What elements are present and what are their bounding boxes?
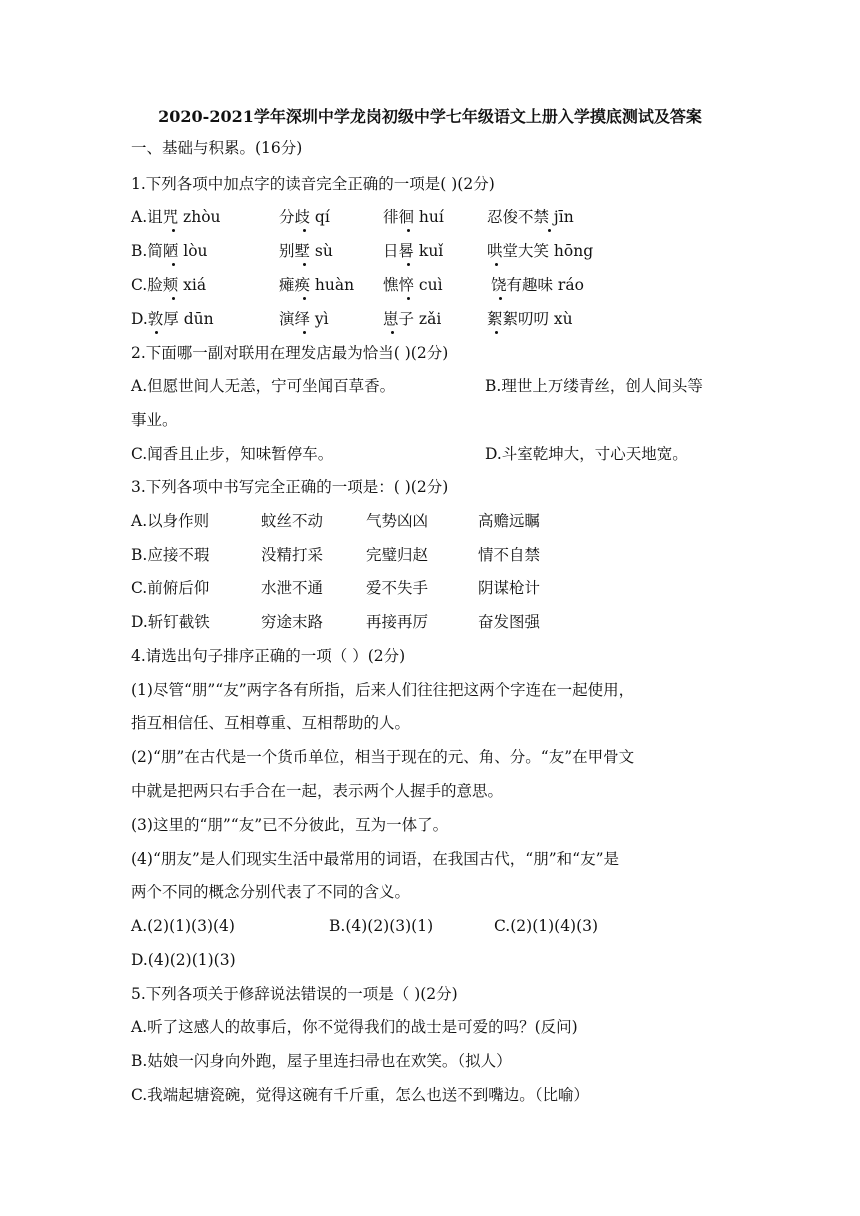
emphasis-dot [155, 331, 158, 334]
emphasis-dot [303, 263, 306, 266]
q4-sentence-line: (2)“朋”在古代是一个货币单位，相当于现在的元、角、分。“友”在甲骨文 [131, 748, 635, 766]
q3-c-word-2: 水泄不通 [261, 579, 324, 597]
q1-option-b: B.简陋 lòu [131, 242, 208, 260]
q3-b-word-4: 情不自禁 [478, 546, 541, 564]
q2-option-d: D.斗室乾坤大，寸心天地宽。 [485, 445, 688, 463]
q1-d-word-4: 絮絮叨叨 xù [487, 310, 573, 328]
emphasis-dot [172, 263, 175, 266]
q4-option-d: D.(4)(2)(1)(3) [131, 951, 236, 969]
q1-c-word-2: 瘫痪 huàn [279, 276, 355, 294]
page-title: 2020-2021学年深圳中学龙岗初级中学七年级语文上册入学摸底测试及答案 [158, 107, 702, 126]
q3-option-a: A.以身作则 [131, 512, 210, 530]
q1-b-word-3: 日晷 kuǐ [383, 242, 444, 260]
emphasis-dot [548, 229, 551, 232]
q3-a-word-3: 气势凶凶 [366, 512, 429, 530]
q4-option-a: A.(2)(1)(3)(4) [131, 917, 235, 935]
q3-option-c: C.前俯后仰 [131, 579, 210, 597]
q5-option-c: C.我端起塘瓷碗，觉得这碗有千斤重，怎么也送不到嘴边。（比喻） [131, 1086, 589, 1104]
q1-c-word-3: 憔悴 cuì [383, 276, 443, 294]
emphasis-dot [407, 263, 410, 266]
emphasis-dot [407, 229, 410, 232]
q1-option-c: C.脸颊 xiá [131, 276, 207, 294]
question-3-stem: 3.下列各项中书写完全正确的一项是：( )(2分) [131, 478, 449, 496]
q1-option-a: A.诅咒 zhòu [131, 208, 221, 226]
emphasis-dot [172, 297, 175, 300]
q3-b-word-2: 没精打采 [261, 546, 324, 564]
q3-a-word-4: 高赡远瞩 [478, 512, 541, 530]
q3-option-d: D.斩钉截铁 [131, 613, 210, 631]
q3-d-word-3: 再接再厉 [366, 613, 429, 631]
emphasis-dot [303, 229, 306, 232]
q4-sentence-line: (1)尽管“朋”“友”两字各有所指，后来人们往往把这两个字连在一起使用， [131, 681, 635, 699]
q1-c-word-4: 饶有趣味 ráo [491, 276, 584, 294]
emphasis-dot [172, 229, 175, 232]
q3-a-word-2: 蚊丝不动 [261, 512, 324, 530]
q2-option-c: C.闻香且止步，知味暂停车。 [131, 445, 334, 463]
q4-sentence-line: 中就是把两只右手合在一起，表示两个人握手的意思。 [131, 782, 504, 800]
emphasis-dot [391, 331, 394, 334]
q3-b-word-3: 完璧归赵 [366, 546, 429, 564]
question-5-stem: 5.下列各项关于修辞说法错误的一项是（ )(2分) [131, 985, 458, 1003]
q1-b-word-2: 别墅 sù [279, 242, 333, 260]
emphasis-dot [303, 297, 306, 300]
emphasis-dot [499, 297, 502, 300]
q2-option-a: A.但愿世间人无恙，宁可坐闻百草香。 [131, 377, 396, 395]
q4-sentence-line: 两个不同的概念分别代表了不同的含义。 [131, 883, 411, 901]
q4-sentence-line: 指互相信任、互相尊重、互相帮助的人。 [131, 714, 411, 732]
emphasis-dot [303, 331, 306, 334]
emphasis-dot [495, 331, 498, 334]
q2-option-b-continued: 事业。 [131, 411, 178, 429]
question-4-stem: 4.请选出句子排序正确的一项（ ）(2分) [131, 647, 406, 665]
q4-option-c: C.(2)(1)(4)(3) [494, 917, 599, 935]
q1-a-word-4: 忍俊不禁 jīn [487, 208, 574, 226]
q5-option-a: A.听了这感人的故事后，你不觉得我们的战士是可爱的吗？(反问) [131, 1018, 578, 1036]
q3-c-word-3: 爱不失手 [366, 579, 429, 597]
q4-sentence-line: (4)“朋友”是人们现实生活中最常用的词语，在我国古代，“朋”和“友”是 [131, 850, 620, 868]
q1-d-word-3: 崽子 zǎi [383, 310, 442, 328]
q1-option-d: D.敦厚 dūn [131, 310, 214, 328]
question-2-stem: 2.下面哪一副对联用在理发店最为恰当( )(2分) [131, 344, 449, 362]
section-heading: 一、基础与积累。(16分) [131, 139, 303, 157]
q1-b-word-4: 哄堂大笑 hōng [487, 242, 594, 260]
q4-option-b: B.(4)(2)(3)(1) [329, 917, 434, 935]
q4-sentence-line: (3)这里的“朋”“友”已不分彼此，互为一体了。 [131, 816, 449, 834]
q1-a-word-3: 徘徊 huí [383, 208, 444, 226]
emphasis-dot [407, 297, 410, 300]
q5-option-b: B.姑娘一闪身向外跑，屋子里连扫帚也在欢笑。（拟人） [131, 1052, 512, 1070]
q3-option-b: B.应接不瑕 [131, 546, 210, 564]
emphasis-dot [495, 263, 498, 266]
q3-c-word-4: 阴谋枪计 [478, 579, 541, 597]
q3-d-word-2: 穷途末路 [261, 613, 324, 631]
q2-option-b: B.理世上万缕青丝，创人间头等 [485, 377, 703, 395]
q3-d-word-4: 奋发图强 [478, 613, 541, 631]
q1-d-word-2: 演绎 yì [279, 310, 329, 328]
q1-a-word-2: 分歧 qí [279, 208, 330, 226]
question-1-stem: 1.下列各项中加点字的读音完全正确的一项是( )(2分) [131, 175, 495, 193]
